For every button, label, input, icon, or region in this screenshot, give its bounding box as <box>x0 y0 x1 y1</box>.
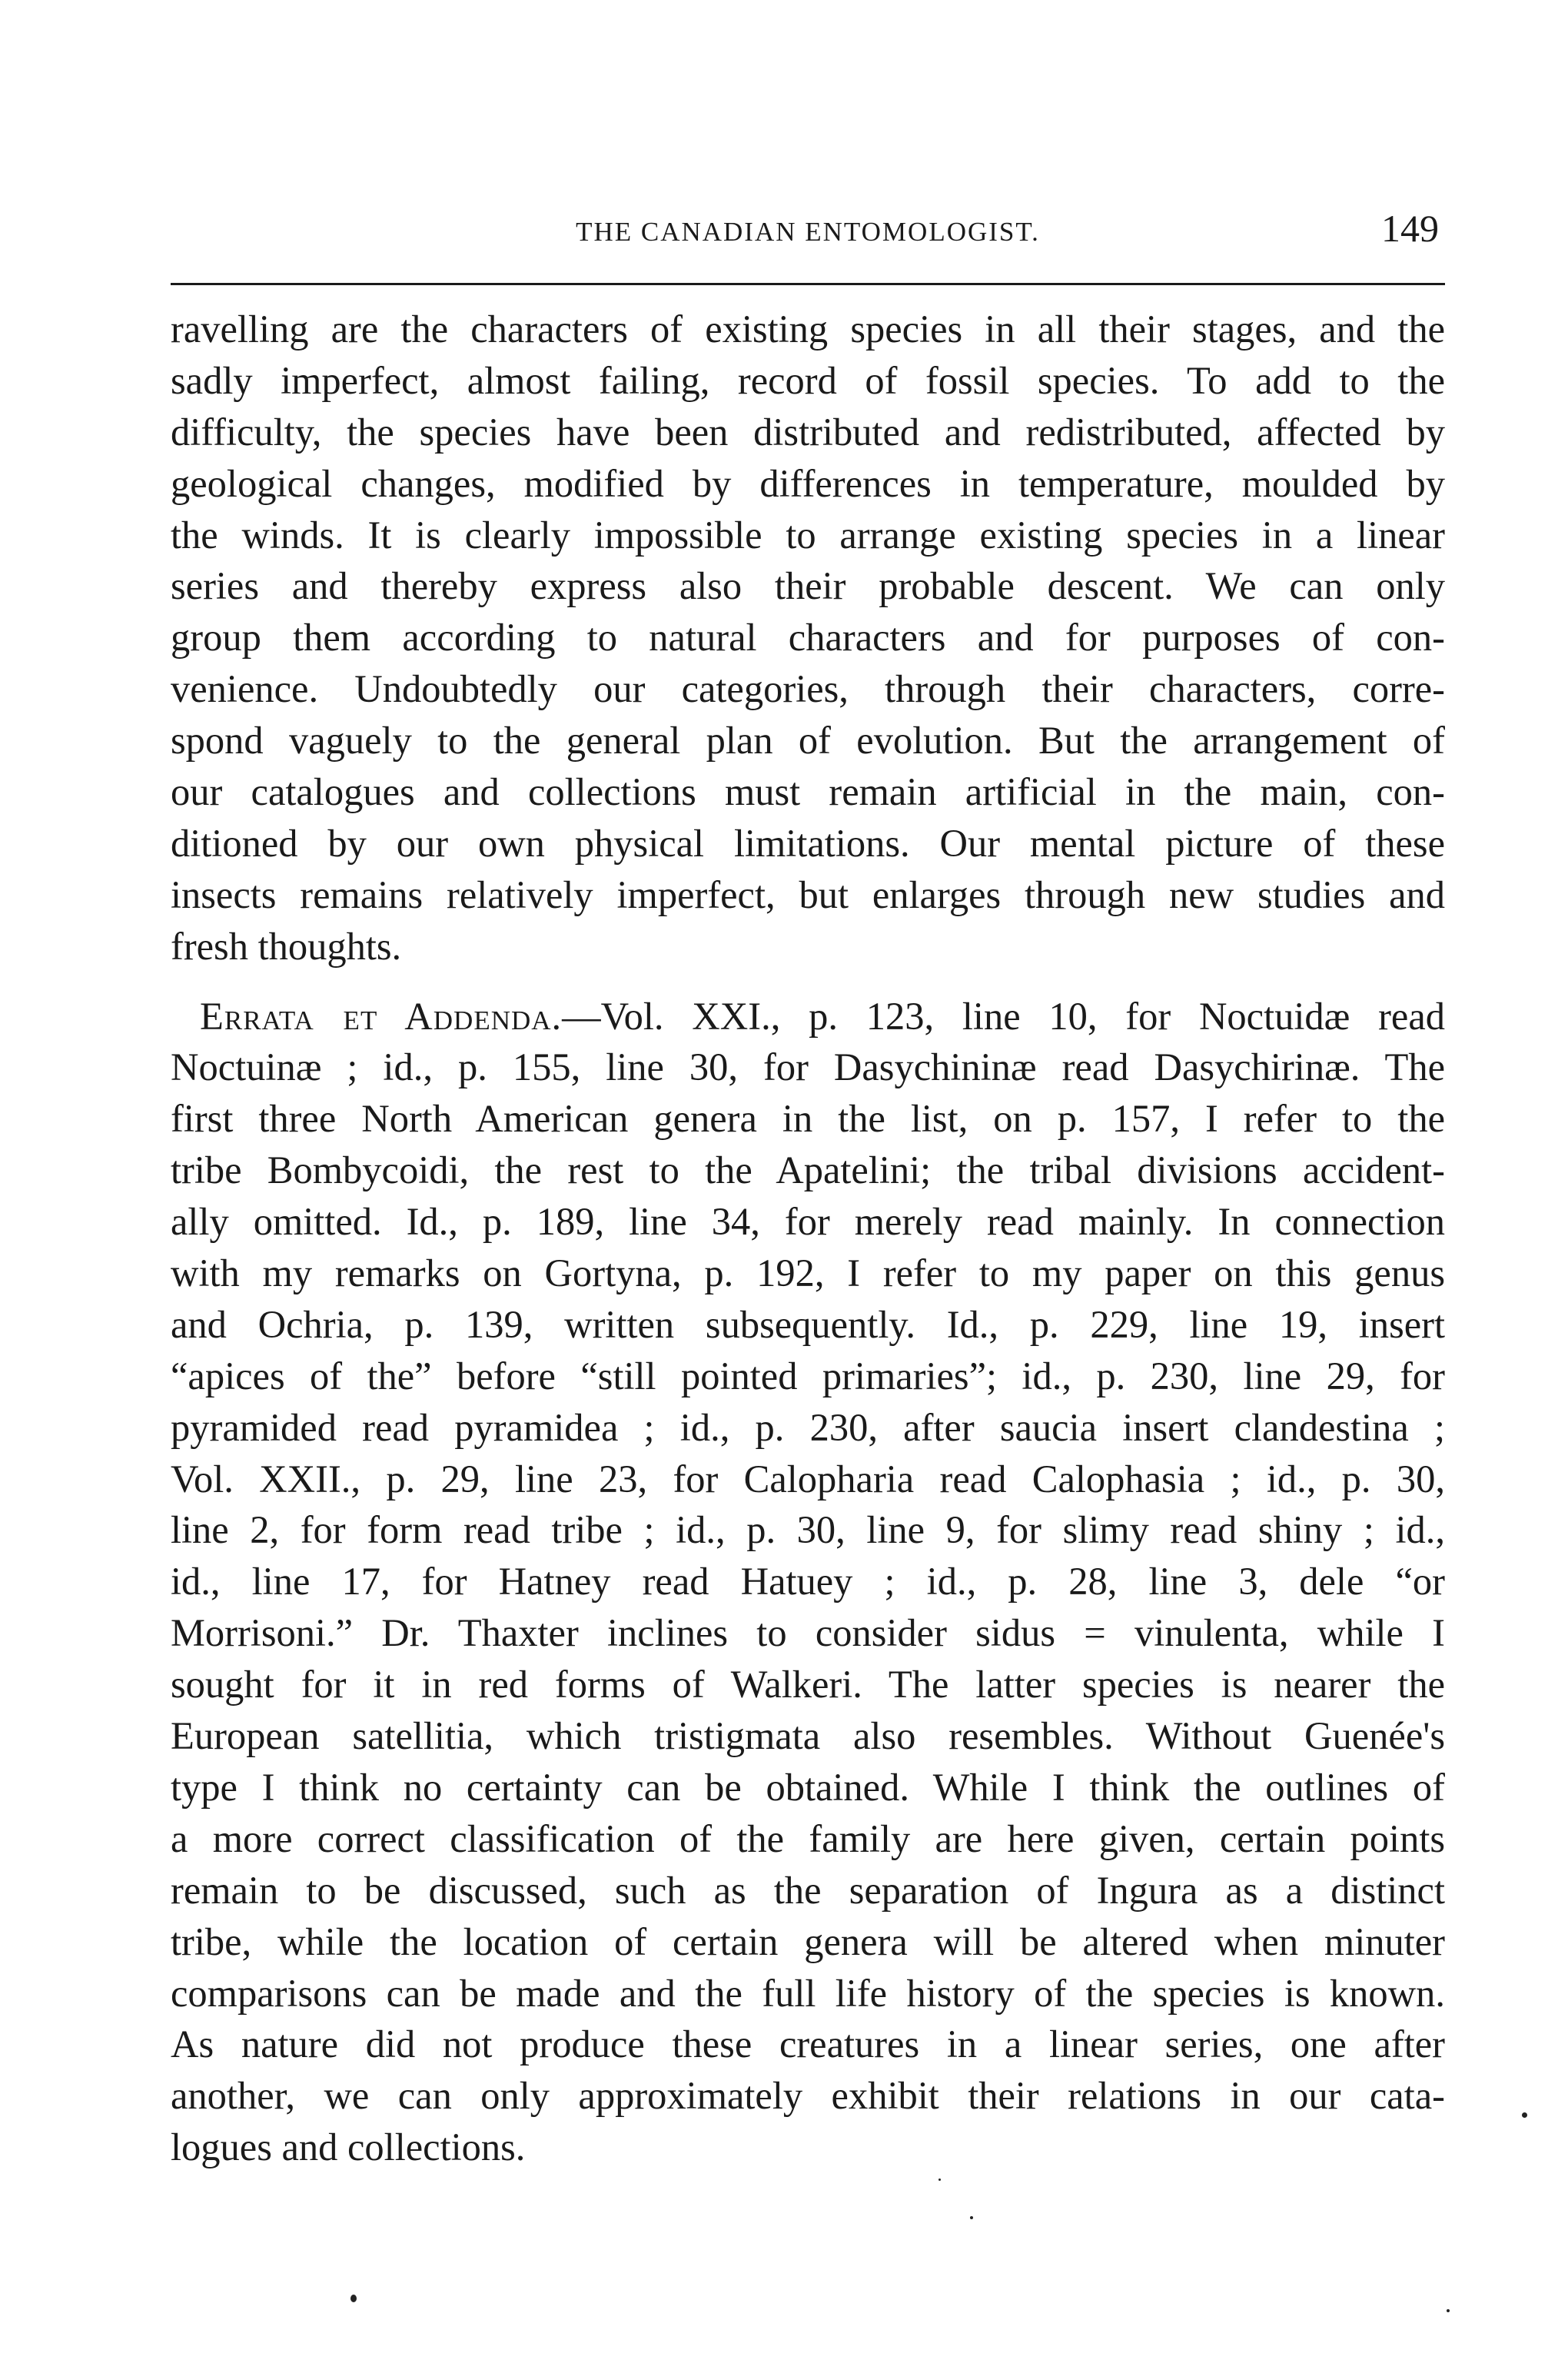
text-line: Noctuinæ ; id., p. 155, line 30, for Dasychininæ read Dasychirinæ. The <box>171 1045 1445 1089</box>
text-line: the winds. It is clearly impossible to arrange existing species in a linear <box>171 513 1445 557</box>
page-header <box>171 207 1445 268</box>
text-line: id., line 17, for Hatney read Hatuey ; id., p. 28, line 3, dele “or <box>171 1560 1445 1604</box>
scan-speck <box>350 2295 357 2302</box>
text-line: a more correct classification of the family are here given, certain points <box>171 1816 1445 1860</box>
scan-speck <box>970 2216 973 2219</box>
text-line: ravelling are the characters of existing species in all their stages, and the <box>171 307 1445 351</box>
text-line: insects remains relatively imperfect, but enlarges through new studies and <box>171 872 1445 916</box>
text-line: our catalogues and collections must remain artificial in the main, con- <box>171 770 1445 814</box>
body-text <box>171 304 1445 2173</box>
text-line: tribe Bombycoidi, the rest to the Apatelini; the tribal divisions accident- <box>171 1148 1445 1192</box>
scan-speck <box>1522 2112 1527 2118</box>
text-line: pyramided read pyramidea ; id., p. 230, after saucia insert clandestina ; <box>171 1405 1445 1449</box>
running-title: THE CANADIAN ENTOMOLOGIST. <box>576 217 1040 247</box>
text-line: line 2, for form read tribe ; id., p. 30, line 9, for slimy read shiny ; id., <box>171 1508 1445 1552</box>
text-line: ditioned by our own physical limitations. Our mental picture of these <box>171 821 1445 865</box>
errata-first-line <box>171 991 1445 1042</box>
text-line: fresh thoughts. <box>171 924 402 968</box>
text-line: venience. Undoubtedly our categories, through their characters, corre- <box>171 667 1445 711</box>
text-line: geological changes, modified by differences in temperature, moulded by <box>171 461 1445 505</box>
paragraph-2 <box>171 991 1445 2173</box>
text-line: “apices of the” before “still pointed primaries”; id., p. 230, line 29, for <box>171 1354 1445 1398</box>
text-line: remain to be discussed, such as the separation of Ingura as a distinct <box>171 1868 1445 1912</box>
text-line: series and thereby express also their probable descent. We can only <box>171 564 1445 608</box>
text-line: logues and collections. <box>171 2125 526 2169</box>
text-line: European satellitia, which tristigmata also resembles. Without Guenée's <box>171 1714 1445 1758</box>
text-line: ally omitted. Id., p. 189, line 34, for merely read mainly. In connection <box>171 1200 1445 1244</box>
paragraph-1 <box>171 304 1445 972</box>
text-line: another, we can only approximately exhibit their relations in our cata- <box>171 2074 1445 2118</box>
text-line: group them according to natural characters and for purposes of con- <box>171 616 1445 660</box>
text-line: first three North American genera in the list, on p. 157, I refer to the <box>171 1097 1445 1141</box>
errata-heading: Errata et Addenda. <box>200 994 563 1038</box>
text-line: spond vaguely to the general plan of evolution. But the arrangement of <box>171 719 1445 763</box>
text-line: and Ochria, p. 139, written subsequently. Id., p. 229, line 19, insert <box>171 1302 1445 1346</box>
text-line: Morrisoni.” Dr. Thaxter inclines to consider sidus = vinulenta, while I <box>171 1611 1445 1655</box>
paragraph-spacer <box>171 972 1445 991</box>
text-line: Vol. XXII., p. 29, line 23, for Calopharia read Calophasia ; id., p. 30, <box>171 1457 1445 1501</box>
scan-speck <box>1447 2309 1450 2312</box>
text-line: type I think no certainty can be obtained. While I think the outlines of <box>171 1765 1445 1809</box>
text-line: sadly imperfect, almost failing, record of fossil species. To add to the <box>171 358 1445 402</box>
text-line: sought for it in red forms of Walkeri. The latter species is nearer the <box>171 1663 1445 1707</box>
page-number: 149 <box>1381 207 1439 250</box>
text-line: comparisons can be made and the full life history of the species is known. <box>171 1971 1445 2015</box>
errata-first-line-text: —Vol. XXI., p. 123, line 10, for Noctuidæ read <box>562 994 1445 1038</box>
scan-speck <box>938 2179 941 2181</box>
header-rule <box>171 283 1445 285</box>
text-line: difficulty, the species have been distributed and redistributed, affected by <box>171 410 1445 454</box>
text-line: tribe, while the location of certain genera will be altered when minuter <box>171 1919 1445 1963</box>
text-line: As nature did not produce these creatures in a linear series, one after <box>171 2022 1445 2066</box>
text-line: with my remarks on Gortyna, p. 192, I refer to my paper on this genus <box>171 1251 1445 1295</box>
